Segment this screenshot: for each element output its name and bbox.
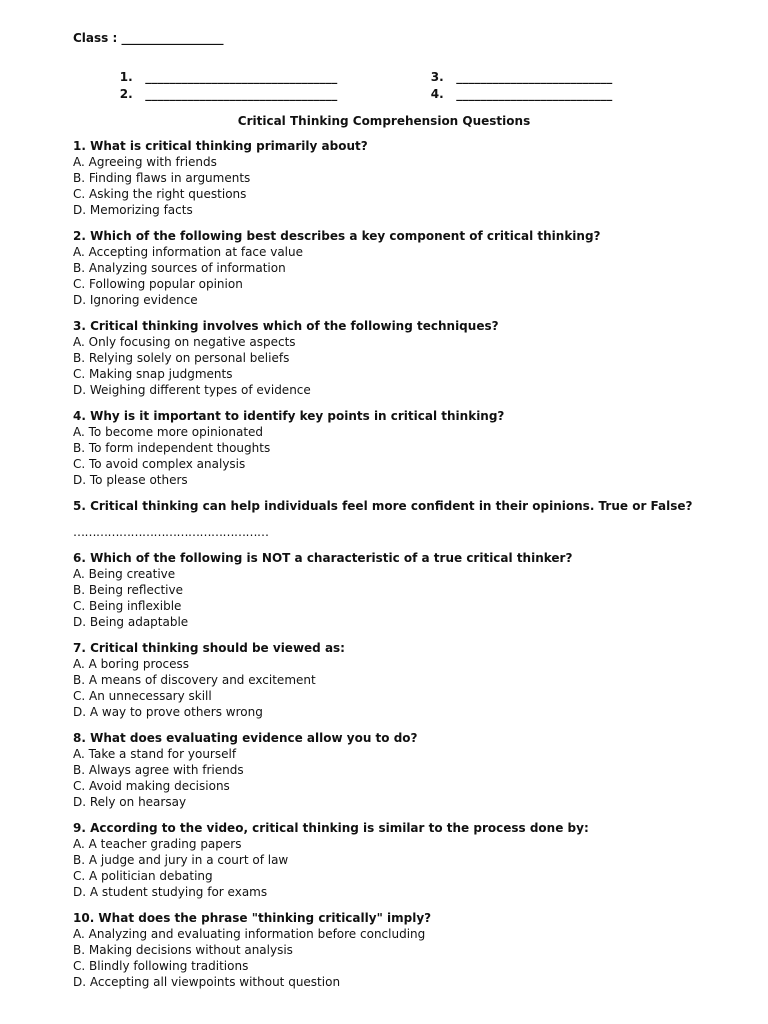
option-d: D. To please others (73, 473, 188, 487)
student-number: 1. (119, 70, 133, 84)
option-c: C. Being inflexible (73, 599, 182, 613)
question-text: 5. Critical thinking can help individuals feel more confident in their opinions. True or False? (73, 499, 693, 513)
option-d: D. Ignoring evidence (73, 293, 198, 307)
question-2 (73, 228, 733, 308)
blank-line: ________________________________ (145, 87, 338, 101)
option-a: A. Agreeing with friends (73, 155, 217, 169)
question-4 (73, 408, 733, 488)
question-5 (73, 498, 733, 540)
question-8 (73, 730, 733, 810)
question-text: 1. What is critical thinking primarily about? (73, 139, 368, 153)
option-a: A. A boring process (73, 657, 190, 671)
question-7 (73, 640, 733, 720)
option-a: A. Analyzing and evaluating information before concluding (73, 927, 426, 941)
option-a: A. To become more opinionated (73, 425, 264, 439)
option-d: D. A student studying for exams (73, 885, 268, 899)
option-b: B. A judge and jury in a court of law (73, 853, 289, 867)
option-a: A. A teacher grading papers (73, 837, 242, 851)
option-a: A. Only focusing on negative aspects (73, 335, 296, 349)
option-c: C. Making snap judgments (73, 367, 233, 381)
student-number: 3. (430, 70, 444, 84)
option-a: A. Take a stand for yourself (73, 747, 237, 761)
worksheet-title: Critical Thinking Comprehension Questions (237, 114, 531, 128)
question-9 (73, 820, 733, 900)
option-d: D. Memorizing facts (73, 203, 193, 217)
question-text: 6. Which of the following is NOT a characteristic of a true critical thinker? (73, 551, 573, 565)
option-d: D. Accepting all viewpoints without question (73, 975, 341, 989)
option-b: B. To form independent thoughts (73, 441, 271, 455)
blank-line: __________________________ (456, 70, 613, 84)
question-6 (73, 550, 733, 630)
option-c: C. Blindly following traditions (73, 959, 249, 973)
option-c: C. Asking the right questions (73, 187, 247, 201)
question-text: 8. What does evaluating evidence allow you to do? (73, 731, 418, 745)
option-c: C. Following popular opinion (73, 277, 243, 291)
option-b: B. Always agree with friends (73, 763, 244, 777)
question-text: 4. Why is it important to identify key points in critical thinking? (73, 409, 505, 423)
option-a: A. Accepting information at face value (73, 245, 303, 259)
question-text: 2. Which of the following best describes a key component of critical thinking? (73, 229, 601, 243)
option-d: D. Rely on hearsay (73, 795, 187, 809)
option-d: D. A way to prove others wrong (73, 705, 263, 719)
student-4-line (414, 73, 612, 115)
option-b: B. Making decisions without analysis (73, 943, 293, 957)
blank-line: ________________________________ (145, 70, 338, 84)
student-number: 4. (430, 87, 444, 101)
question-text: 3. Critical thinking involves which of the following techniques? (73, 319, 499, 333)
option-b: B. Finding flaws in arguments (73, 171, 251, 185)
question-text: 7. Critical thinking should be viewed as: (73, 641, 345, 655)
option-b: B. Analyzing sources of information (73, 261, 286, 275)
question-text: 10. What does the phrase "thinking critically" imply? (73, 911, 432, 925)
answer-blank[interactable]: …………………………………………… (73, 525, 269, 539)
class-field: Class : _________________ (73, 31, 224, 45)
question-3 (73, 318, 733, 398)
question-10 (73, 910, 733, 990)
question-1 (73, 138, 733, 218)
option-d: D. Weighing different types of evidence (73, 383, 311, 397)
option-a: A. Being creative (73, 567, 176, 581)
option-c: C. Avoid making decisions (73, 779, 230, 793)
option-c: C. A politician debating (73, 869, 213, 883)
option-b: B. Being reflective (73, 583, 183, 597)
option-c: C. To avoid complex analysis (73, 457, 246, 471)
student-number: 2. (119, 87, 133, 101)
option-b: B. A means of discovery and excitement (73, 673, 316, 687)
option-d: D. Being adaptable (73, 615, 189, 629)
student-2-line (103, 73, 337, 115)
option-b: B. Relying solely on personal beliefs (73, 351, 290, 365)
question-list (73, 138, 733, 1000)
blank-line: __________________________ (456, 87, 613, 101)
question-text: 9. According to the video, critical thinking is similar to the process done by: (73, 821, 589, 835)
option-c: C. An unnecessary skill (73, 689, 212, 703)
